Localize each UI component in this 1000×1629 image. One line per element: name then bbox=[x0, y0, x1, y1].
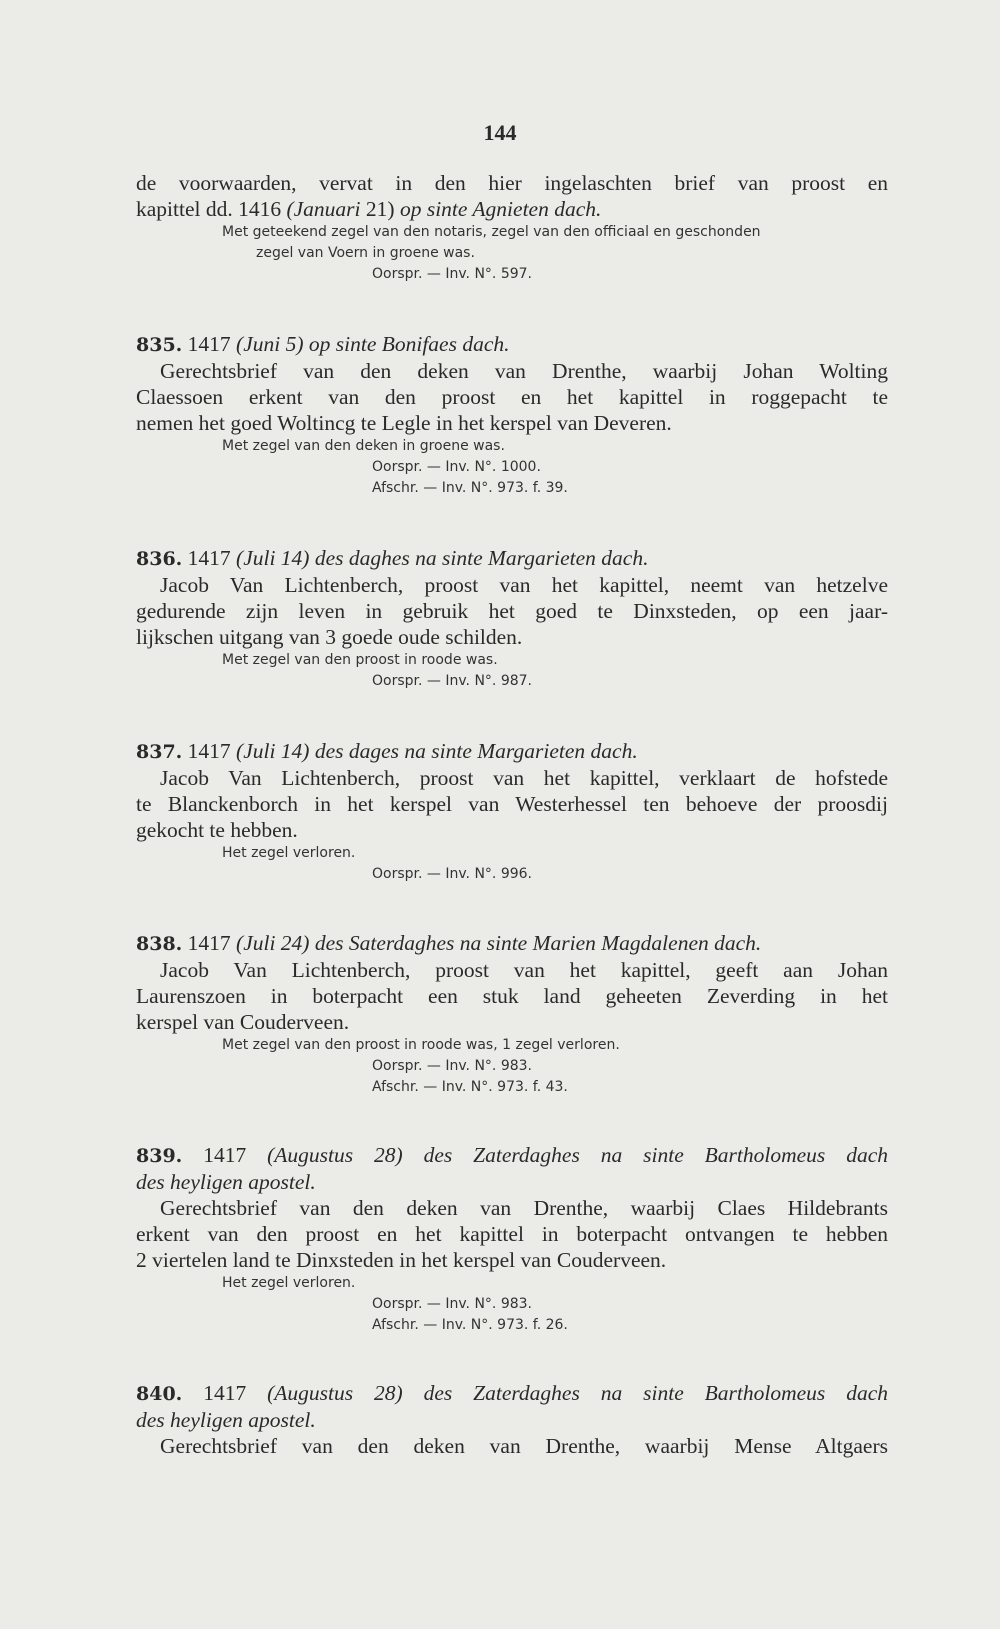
body-line: nemen het goed Woltincg te Legle in het kerspel van Deveren. bbox=[136, 411, 672, 435]
body-line: de voorwaarden, vervat in den hier ingelaschten brief van proost en bbox=[136, 171, 888, 195]
page-number: 144 bbox=[483, 120, 517, 145]
entry-date: (Juni 5) bbox=[236, 332, 304, 356]
entry-number: 838. bbox=[136, 933, 183, 955]
body-line: Jacob Van Lichtenberch, proost van het kapittel, neemt van hetzelve bbox=[160, 573, 888, 597]
body-line: gedurende zijn leven in gebruik het goed te Dinxsteden, op een jaar- bbox=[136, 599, 888, 623]
source-ref: Afschr. — Inv. N°. 973. f. 26. bbox=[372, 1317, 568, 1333]
entry-year: 1417 bbox=[187, 931, 231, 955]
body-line: Gerechtsbrief van den deken van Drenthe, waarbij Mense Altgaers bbox=[160, 1434, 888, 1458]
seal-note: zegel van Voern in groene was. bbox=[256, 245, 475, 261]
entry-year: 1417 bbox=[187, 332, 231, 356]
body-line: Jacob Van Lichtenberch, proost van het kapittel, geeft aan Johan bbox=[160, 958, 888, 982]
seal-note: Het zegel verloren. bbox=[222, 845, 356, 861]
entry-number: 839. bbox=[136, 1145, 183, 1167]
entry-date: (Augustus 28) bbox=[267, 1143, 403, 1167]
source-ref: Afschr. — Inv. N°. 973. f. 39. bbox=[372, 480, 568, 496]
entry-heading bbox=[136, 545, 888, 572]
seal-note: Met geteekend zegel van den notaris, zegel van den officiaal en geschonden bbox=[222, 224, 761, 240]
body-line: Laurenszoen in boterpacht een stuk land geheeten Zeverding in het bbox=[136, 984, 888, 1008]
source-ref: Oorspr. — Inv. N°. 987. bbox=[372, 673, 532, 689]
body-line: erkent van den proost en het kapittel in boterpacht ontvangen te hebben bbox=[136, 1222, 888, 1246]
source-ref: Oorspr. — Inv. N°. 983. bbox=[372, 1058, 532, 1074]
body-line: lijkschen uitgang van 3 goede oude schilden. bbox=[136, 625, 523, 649]
entry-number: 840. bbox=[136, 1383, 183, 1405]
source-ref: Oorspr. — Inv. N°. 597. bbox=[372, 266, 532, 282]
body-line: 2 viertelen land te Dinxsteden in het kerspel van Couderveen. bbox=[136, 1248, 667, 1272]
body-line: Gerechtsbrief van den deken van Drenthe, waarbij Johan Wolting bbox=[160, 359, 888, 383]
entry-year: 1417 bbox=[203, 1143, 247, 1167]
entry-date: (Juli 24) bbox=[236, 931, 310, 955]
entry-feast-continued: des heyligen apostel. bbox=[136, 1408, 316, 1432]
entry-heading bbox=[136, 1142, 888, 1169]
entry-feast: des Saterdaghes na sinte Marien Magdalenen dach. bbox=[314, 931, 762, 955]
source-ref: Afschr. — Inv. N°. 973. f. 43. bbox=[372, 1079, 568, 1095]
body-line: Jacob Van Lichtenberch, proost van het kapittel, verklaart de hofstede bbox=[160, 766, 888, 790]
entry-840 bbox=[136, 1380, 888, 1459]
entry-feast: des Zaterdaghes na sinte Bartholomeus dach bbox=[423, 1143, 888, 1167]
body-line: kerspel van Couderveen. bbox=[136, 1010, 350, 1034]
entry-838 bbox=[136, 930, 888, 1098]
entry-year: 1417 bbox=[203, 1381, 247, 1405]
entry-heading bbox=[136, 1380, 888, 1407]
entry-839 bbox=[136, 1142, 888, 1336]
entry-feast: des dages na sinte Margarieten dach. bbox=[314, 739, 638, 763]
source-ref: Oorspr. — Inv. N°. 983. bbox=[372, 1296, 532, 1312]
entry-836 bbox=[136, 545, 888, 692]
entry-date: (Juli 14) bbox=[236, 546, 310, 570]
entry-feast-continued: des heyligen apostel. bbox=[136, 1170, 316, 1194]
entry-number: 836. bbox=[136, 548, 183, 570]
seal-note: Het zegel verloren. bbox=[222, 1275, 356, 1291]
entry-heading bbox=[136, 930, 888, 957]
entry-date: (Augustus 28) bbox=[267, 1381, 403, 1405]
entry-heading bbox=[136, 738, 888, 765]
body-line: te Blanckenborch in het kerspel van Westerhessel ten behoeve der proosdij bbox=[136, 792, 888, 816]
seal-note: Met zegel van den proost in roode was. bbox=[222, 652, 498, 668]
seal-note: Met zegel van den deken in groene was. bbox=[222, 438, 505, 454]
entry-837 bbox=[136, 738, 888, 885]
entry-feast: op sinte Bonifaes dach. bbox=[308, 332, 510, 356]
entry-date: (Juli 14) bbox=[236, 739, 310, 763]
body-line: kapittel dd. 1416 (Januari 21) op sinte Agnieten dach. bbox=[136, 197, 602, 221]
entry-feast: des daghes na sinte Margarieten dach. bbox=[314, 546, 649, 570]
body-line: Claessoen erkent van den proost en het kapittel in roggepacht te bbox=[136, 385, 888, 409]
source-ref: Oorspr. — Inv. N°. 996. bbox=[372, 866, 532, 882]
entry-year: 1417 bbox=[187, 546, 231, 570]
source-ref: Oorspr. — Inv. N°. 1000. bbox=[372, 459, 541, 475]
intro-block bbox=[136, 170, 888, 285]
entry-year: 1417 bbox=[187, 739, 231, 763]
body-line: gekocht te hebben. bbox=[136, 818, 298, 842]
entry-835 bbox=[136, 331, 888, 499]
entry-number: 835. bbox=[136, 334, 183, 356]
entry-number: 837. bbox=[136, 741, 183, 763]
entry-feast: des Zaterdaghes na sinte Bartholomeus dach bbox=[423, 1381, 888, 1405]
seal-note: Met zegel van den proost in roode was, 1 zegel verloren. bbox=[222, 1037, 620, 1053]
body-line: Gerechtsbrief van den deken van Drenthe, waarbij Claes Hildebrants bbox=[160, 1196, 888, 1220]
entry-heading bbox=[136, 331, 888, 358]
